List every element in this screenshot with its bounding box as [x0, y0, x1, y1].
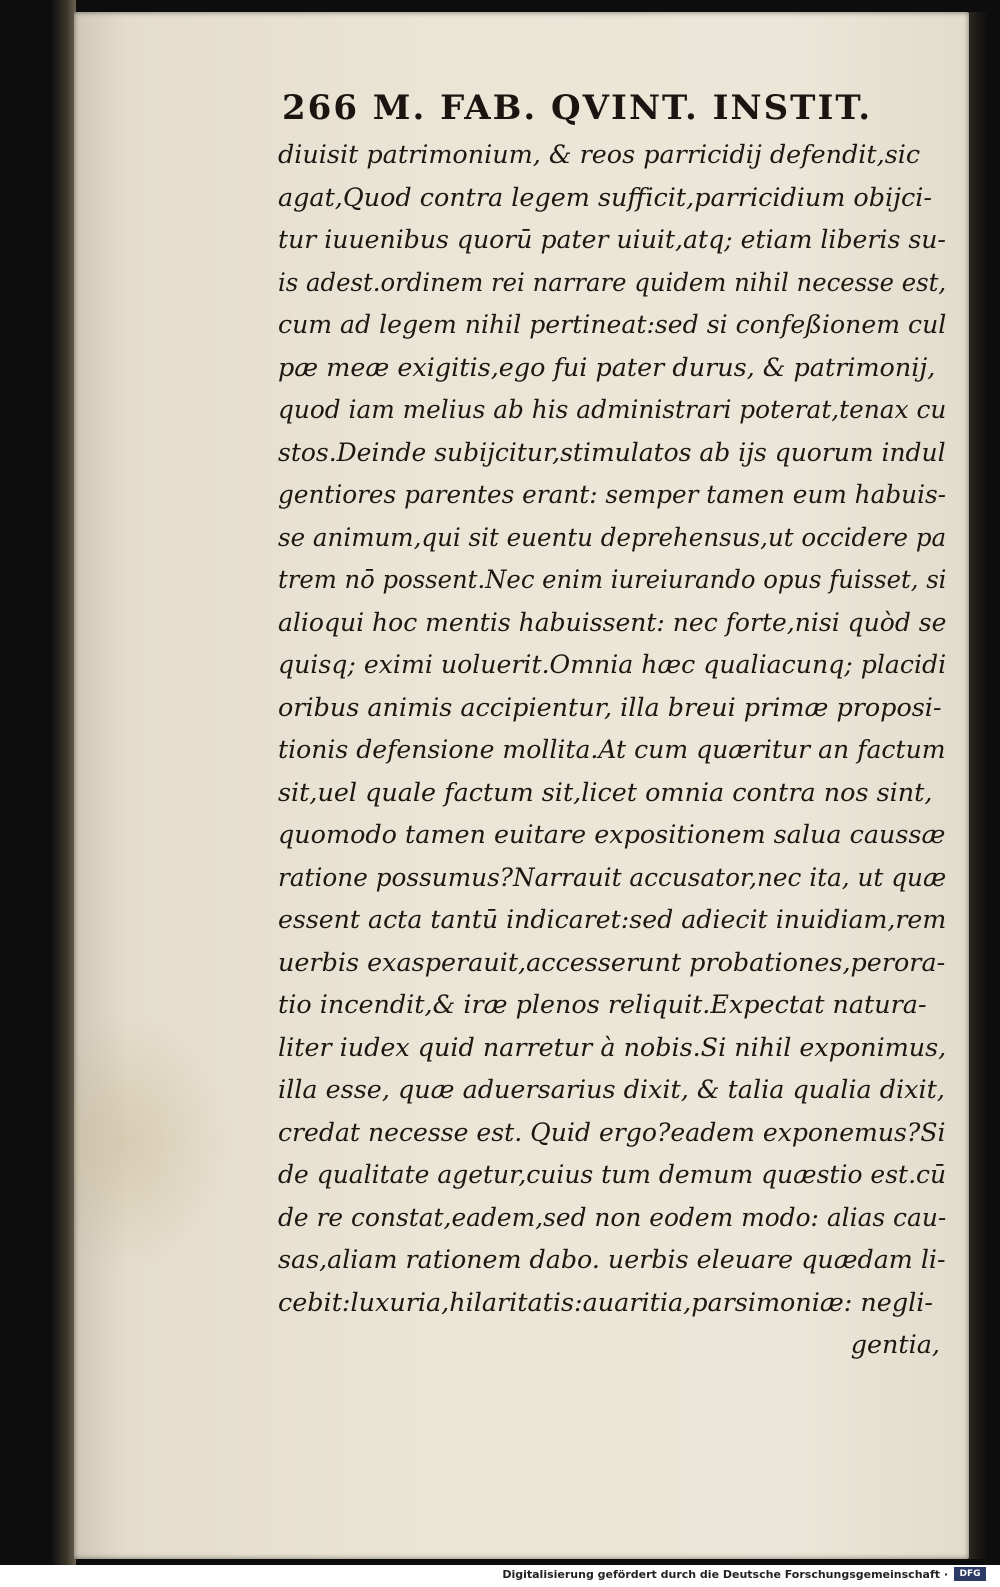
text-line: agat,Quod contra legem sufficit,parricidium obijci- — [278, 182, 932, 213]
binding-shadow — [52, 0, 76, 1565]
text-line: trem nō possent.Nec enim iureiurando opus fuisset, si — [278, 565, 947, 595]
text-line: essent acta tantū indicaret:sed adiecit inuidiam,rem — [278, 905, 947, 935]
text-line: uerbis exasperauit,accesserunt probationes,perora- — [278, 947, 946, 978]
text-line: quod iam melius ab his administrari poterat,tenax cu — [278, 395, 947, 425]
text-line: cum ad legem nihil pertineat:sed si confeßionem cul — [278, 310, 947, 340]
text-line: se animum,qui sit euentu deprehensus,ut occidere pa — [278, 522, 947, 553]
catchword: gentia, — [850, 1330, 941, 1360]
page-edge — [969, 12, 988, 1559]
text-line: illa esse, quæ aduersarius dixit, & talia qualia dixit, — [278, 1075, 945, 1105]
text-line: de re constat,eadem,sed non eodem modo: alias cau- — [278, 1202, 947, 1233]
text-line: tionis defensione mollita.At cum quæritur an factum — [278, 735, 946, 765]
text-line: quisq; eximi uoluerit.Omnia hæc qualiacunq; placidi — [278, 650, 947, 680]
body-text — [278, 134, 948, 1367]
digitization-credit: Digitalisierung gefördert durch die Deutsche Forschungsgemeinschaft · — [502, 1568, 948, 1581]
dfg-logo: DFG — [954, 1567, 986, 1581]
text-line: tio incendit,& iræ plenos reliquit.Expectat natura- — [278, 990, 927, 1020]
text-line: alioqui hoc mentis habuissent: nec forte,nisi quòd se — [278, 607, 947, 638]
text-line: oribus animis accipientur, illa breui primæ proposi- — [278, 692, 942, 723]
text-line: ratione possumus?Narrauit accusator,nec ita, ut quæ — [278, 862, 947, 893]
text-line: gentiores parentes erant: semper tamen eum habuis- — [278, 480, 947, 510]
text-line: diuisit patrimonium, & reos parricidij defendit,sic — [278, 140, 921, 170]
text-line: credat necesse est. Quid ergo?eadem exponemus?Si — [278, 1117, 946, 1148]
text-line: quomodo tamen euitare expositionem salua caussæ — [278, 820, 946, 850]
text-line: cebit:luxuria,hilaritatis:auaritia,parsimoniæ: negli- — [278, 1287, 933, 1318]
running-head: 266 M. FAB. QVINT. INSTIT. — [282, 88, 873, 128]
text-line: tur iuuenibus quorū pater uiuit,atq; etiam liberis su- — [278, 225, 946, 255]
text-line: sas,aliam rationem dabo. uerbis eleuare quædam li- — [278, 1245, 946, 1275]
text-line: is adest.ordinem rei narrare quidem nihil necesse est, — [278, 267, 947, 298]
text-line: de qualitate agetur,cuius tum demum quæstio est.cū — [278, 1160, 947, 1190]
text-line: pæ meæ exigitis,ego fui pater durus, & patrimonij, — [278, 352, 936, 383]
text-line: liter iudex quid narretur à nobis.Si nihil exponimus, — [278, 1032, 947, 1063]
water-stain — [74, 1012, 234, 1272]
text-line: stos.Deinde subijcitur,stimulatos ab ijs quorum indul — [278, 437, 946, 468]
text-line: sit,uel quale factum sit,licet omnia contra nos sint, — [278, 777, 933, 808]
